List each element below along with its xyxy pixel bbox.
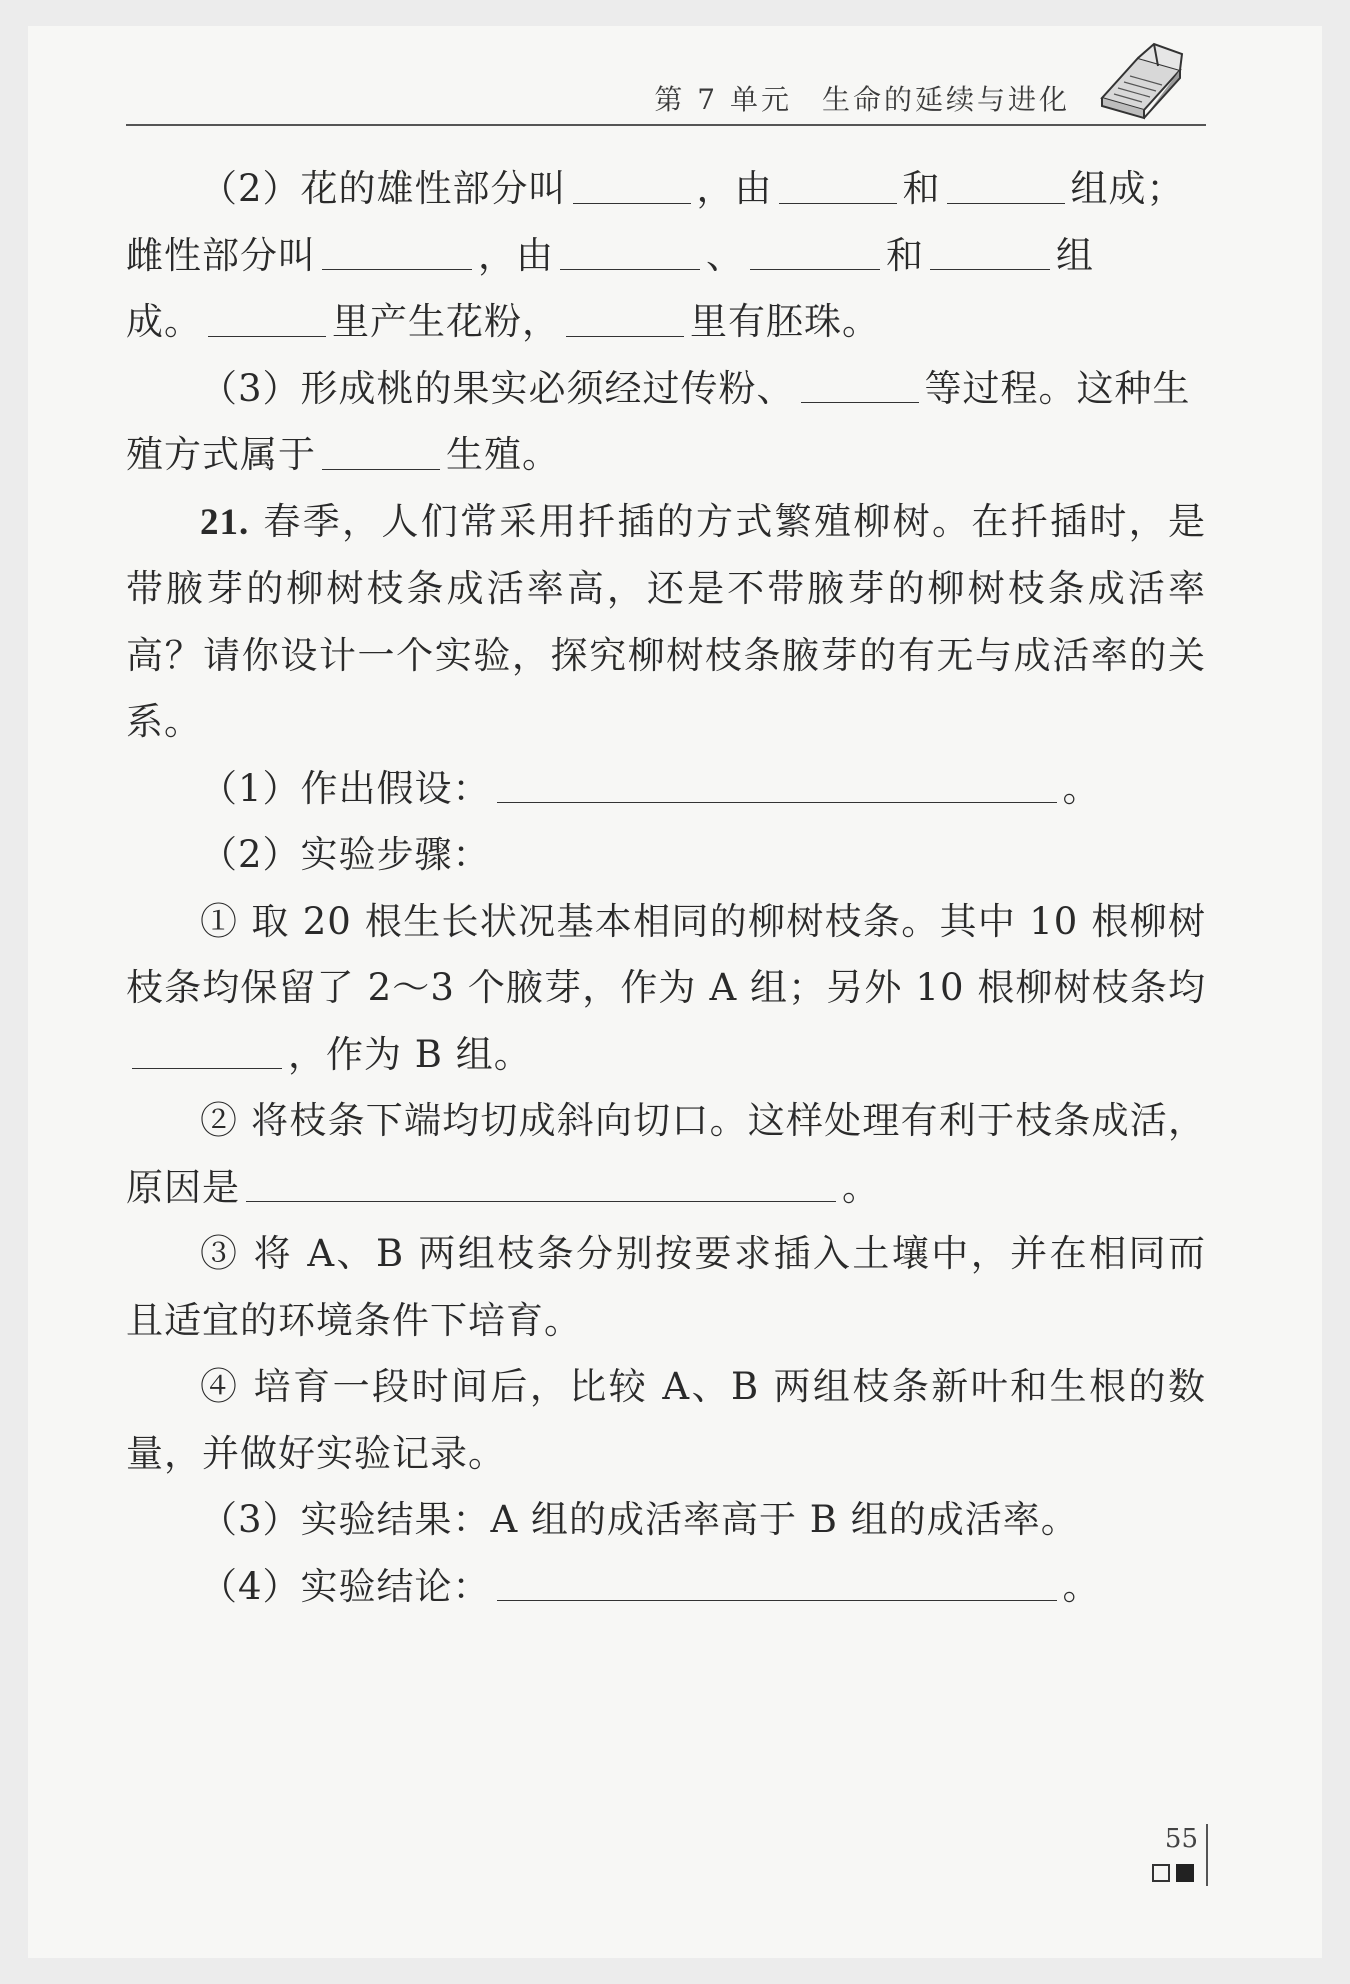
answer-blank[interactable] <box>132 1031 282 1069</box>
answer-blank[interactable] <box>560 232 700 270</box>
footer-rule <box>1206 1824 1208 1886</box>
answer-blank[interactable] <box>208 299 326 337</box>
q20-part2-line3: 成。 里产生花粉， 里有胚珠。 <box>126 300 880 343</box>
answer-blank[interactable] <box>930 232 1050 270</box>
answer-blank[interactable] <box>566 299 684 337</box>
header-text <box>654 78 1070 118</box>
result-line: （3）实验结果：A 组的成活率高于 B 组的成活率。 <box>200 1498 1079 1541</box>
filled-square-icon <box>1176 1864 1194 1882</box>
answer-blank[interactable] <box>801 365 919 403</box>
answer-blank[interactable] <box>750 232 880 270</box>
answer-blank[interactable] <box>573 166 691 204</box>
answer-blank[interactable] <box>947 166 1065 204</box>
q20-part3-line1: （3）形成桃的果实必须经过传粉、 等过程。这种生 <box>200 366 1191 410</box>
conclusion-line: （4）实验结论： 。 <box>200 1564 1101 1608</box>
page-body <box>126 156 1206 1620</box>
conclusion-blank[interactable] <box>497 1563 1057 1601</box>
step-2: ② 将枝条下端均切成斜向切口。这样处理有利于枝条成活，原因是 。 <box>126 1099 1206 1209</box>
step-1: ① 取 20 根生长状况基本相同的柳树枝条。其中 10 根柳树枝条均保留了 2～3 个腋芽，作为 A 组；另外 10 根柳树枝条均，作为 B 组。 <box>126 899 1206 1076</box>
footer-marks <box>1152 1862 1198 1886</box>
book-icon <box>1094 40 1184 124</box>
reason-blank[interactable] <box>246 1164 836 1202</box>
empty-square-icon <box>1152 1864 1170 1882</box>
hypothesis-blank[interactable] <box>497 765 1057 803</box>
unit-title: 生命的延续与进化 <box>821 83 1070 116</box>
unit-label: 第 7 单元 <box>654 83 792 116</box>
q20-part2-line2: 雌性部分叫 ，由 、 和 组 <box>126 233 1094 277</box>
step-3: ③ 将 A、B 两组枝条分别按要求插入土壤中，并在相同而且适宜的环境条件下培育。 <box>126 1232 1206 1342</box>
answer-blank[interactable] <box>322 232 472 270</box>
q20-part2-line1: （2）花的雄性部分叫 ，由 和 组成； <box>200 167 1185 210</box>
q20-part3-line2: 殖方式属于 生殖。 <box>126 433 560 476</box>
question-21: 21. 春季，人们常采用扦插的方式繁殖柳树。在扦插时，是带腋芽的柳树枝条成活率高，还是不带腋芽的柳树枝条成活率高？请你设计一个实验，探究柳树枝条腋芽的有无与成活率的关系。 <box>126 499 1207 743</box>
hypothesis-line: （1）作出假设： 。 <box>200 766 1101 810</box>
question-number: 21. <box>200 501 250 543</box>
answer-blank[interactable] <box>322 432 440 470</box>
answer-blank[interactable] <box>779 166 897 204</box>
running-header <box>126 74 1206 126</box>
step-4: ④ 培育一段时间后，比较 A、B 两组枝条新叶和生根的数量，并做好实验记录。 <box>126 1365 1206 1475</box>
page-number: 55 <box>1164 1824 1198 1854</box>
steps-heading: （2）实验步骤： <box>200 833 491 876</box>
